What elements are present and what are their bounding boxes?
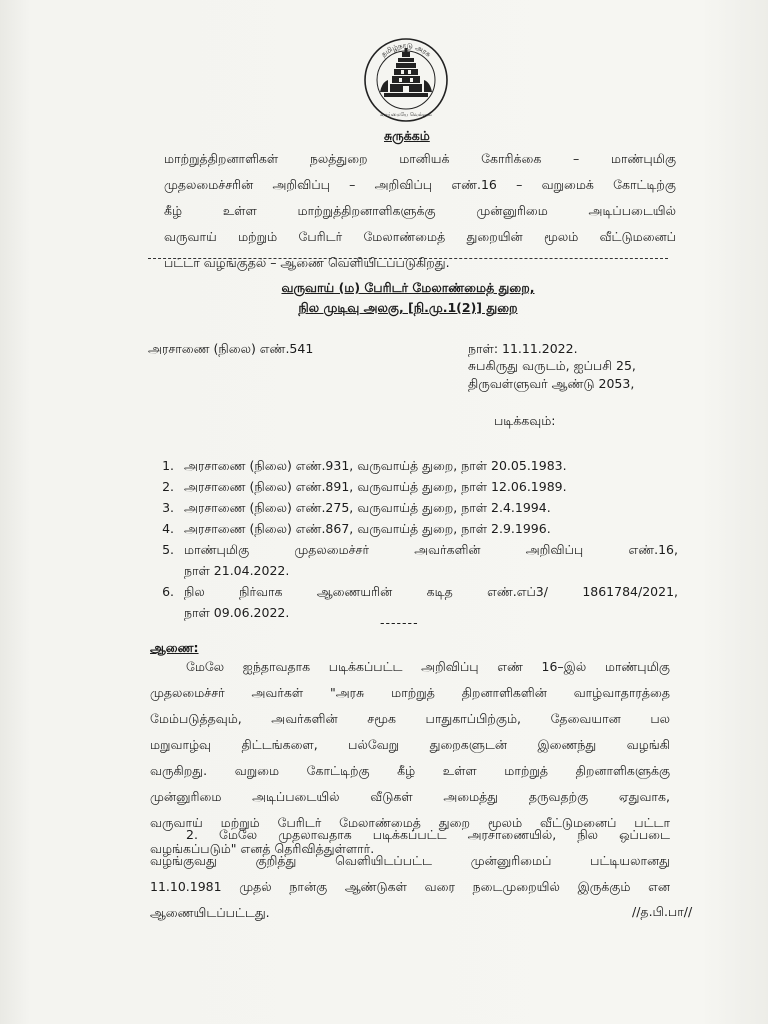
- reference-text: அரசாணை (நிலை) எண்.275, வருவாய்த் துறை, நாள் 2.4.1994.: [184, 500, 551, 515]
- word: முன்னுரிமைப்: [470, 853, 552, 868]
- separator: -------: [380, 615, 419, 630]
- word: உள்ள: [442, 763, 477, 778]
- word: பேரிடர்: [277, 815, 322, 830]
- paragraph-line: [150, 732, 670, 758]
- department-line-2: நில முடிவு அலகு, [நி.மு.1(2)] துறை: [298, 300, 518, 315]
- footer-mark: //த.பி.பா//: [632, 904, 693, 919]
- word: அமைத்து: [443, 789, 499, 804]
- svg-text:வாய்மையே வெல்லும்: வாய்மையே வெல்லும்: [380, 112, 432, 118]
- word: அவர்களின்: [414, 542, 481, 557]
- word: பல்வேறு: [348, 737, 400, 752]
- word: தருவதற்கு: [528, 789, 589, 804]
- summary-paragraph: [164, 146, 676, 276]
- reference-item: [178, 539, 678, 581]
- word: ஒப்படை: [619, 827, 670, 842]
- word: சமூக: [367, 711, 396, 726]
- svg-text:தமிழ்நாடு அரசு: தமிழ்நாடு அரசு: [379, 41, 433, 59]
- reference-text: அரசாணை (நிலை) எண்.891, வருவாய்த் துறை, நாள் 12.06.1989.: [184, 479, 567, 494]
- word: ஐந்தாவதாக: [242, 659, 311, 674]
- word: "அரசு: [330, 685, 365, 700]
- reference-date: நாள் 09.06.2022.: [184, 605, 290, 620]
- word: படிக்கப்பட்ட: [372, 827, 447, 842]
- word: மறுவாழ்வு: [150, 737, 212, 752]
- word: கோட்டிற்கு: [613, 177, 676, 192]
- word: மாற்றுத்திறனாளிகள்: [164, 151, 279, 166]
- word: இணைந்து: [537, 737, 597, 752]
- word: அறிவிப்பு: [421, 659, 479, 674]
- reference-text: அரசாணை (நிலை) எண்.867, வருவாய்த் துறை, நாள் 2.9.1996.: [184, 521, 551, 536]
- word: திறனாளிகளுக்கு: [575, 763, 670, 778]
- word: அரசாணையில்,: [467, 827, 557, 842]
- word: அடிப்படையில்: [252, 789, 340, 804]
- word: மாற்றுத்திறனாளிகளுக்கு: [297, 203, 436, 218]
- summary-heading: சுருக்கம்: [384, 128, 430, 143]
- word: பட்டியலானது: [590, 853, 670, 868]
- word: வீட்டுமனைப்: [540, 815, 617, 830]
- word: அறிவிப்பு: [525, 542, 584, 557]
- word: பட்டா: [634, 815, 670, 830]
- word: எண்: [497, 659, 523, 674]
- order-date: நாள்: 11.11.2022.: [468, 341, 578, 356]
- word: கீழ்: [164, 203, 183, 218]
- word: 5. மாண்புமிகு: [184, 542, 250, 557]
- word: மேலே: [218, 827, 258, 842]
- word: தேவையான: [550, 711, 621, 726]
- word: பேரிடர்: [298, 229, 343, 244]
- word: வறுமை: [234, 763, 280, 778]
- word: வீட்டுமனைப்: [599, 229, 676, 244]
- word: வருவாய்: [150, 815, 203, 830]
- paragraph-line: [164, 198, 676, 224]
- word: படிக்கப்பட்ட: [328, 659, 403, 674]
- word: ஏதுவாக,: [618, 789, 670, 804]
- word: மற்றும்: [238, 229, 278, 244]
- word: வருவாய்: [164, 229, 217, 244]
- paragraph-line: [150, 848, 670, 874]
- paragraph-line: [164, 146, 676, 172]
- word: 2.: [186, 827, 198, 842]
- word: பாதுகாப்பிற்கும்,: [425, 711, 521, 726]
- word: முன்னுரிமை: [150, 789, 222, 804]
- word: முதலமைச்சர்: [294, 542, 370, 557]
- paragraph-last-line: வழங்கப்படும்" எனத் தெரிவித்துள்ளார்.: [150, 841, 375, 856]
- word: ஆணையரின்: [316, 584, 393, 599]
- order-heading: ஆணை:: [150, 640, 199, 655]
- word: மாற்றுத்: [391, 685, 435, 700]
- department-line-1: வருவாய் (ம) பேரிடர் மேலாண்மைத் துறை,: [281, 280, 535, 295]
- word: நில: [577, 827, 599, 842]
- order-number: அரசாணை (நிலை) எண்.541: [148, 341, 314, 356]
- word: எண்.எப்3/: [487, 584, 548, 599]
- word: அறிவிப்பு: [272, 177, 330, 192]
- word: நலத்துறை: [309, 151, 368, 166]
- word: மேம்படுத்தவும்,: [150, 711, 242, 726]
- word: பல: [650, 711, 670, 726]
- word: அடிப்படையில்: [588, 203, 676, 218]
- word: வரை: [424, 879, 455, 894]
- word: முதலமைச்சரின்: [164, 177, 254, 192]
- word: வெளியிடப்பட்ட: [335, 853, 432, 868]
- word: மேலே: [186, 659, 225, 674]
- word: –: [572, 151, 580, 166]
- word: மற்றும்: [220, 815, 260, 830]
- word: என: [648, 879, 670, 894]
- paragraph-line: [150, 758, 670, 784]
- paragraph-last-line: பட்டா வழங்குதல் – ஆணை வெளியிடப்படுகிறது.: [164, 255, 450, 270]
- word: –: [349, 177, 356, 192]
- word: எண்.16: [451, 177, 497, 192]
- read-heading: படிக்கவும்:: [494, 413, 556, 428]
- word: –: [516, 177, 523, 192]
- reference-line: [184, 581, 678, 602]
- word: வழங்குவது: [150, 853, 217, 868]
- word: துறையின்: [466, 229, 523, 244]
- word: திறனாளிகளின்: [461, 685, 547, 700]
- word: வருகிறது.: [150, 763, 208, 778]
- word: கோரிக்கை: [481, 151, 542, 166]
- word: 16–இல்: [541, 659, 587, 674]
- word: அறிவிப்பு: [374, 177, 433, 192]
- tamil-date: சுபகிருது வருடம், ஐப்பசி 25,: [468, 358, 636, 373]
- word: மூலம்: [543, 229, 579, 244]
- reference-item: [178, 497, 678, 518]
- paragraph-line: [150, 874, 670, 900]
- word: வழங்கி: [626, 737, 670, 752]
- word: 1861784/2021,: [582, 584, 678, 599]
- word: முன்னுரிமை: [476, 203, 548, 218]
- order-paragraph-2: [150, 822, 670, 926]
- paragraph-line: [150, 654, 670, 680]
- word: நிர்வாக: [239, 584, 283, 599]
- paragraph-line: [150, 822, 670, 848]
- word: 11.10.1981: [150, 879, 222, 894]
- paragraph-line: [164, 172, 676, 198]
- word: முதலாவதாக: [278, 827, 352, 842]
- word: 6. நில: [184, 584, 205, 599]
- word: ஆண்டுகள்: [344, 879, 407, 894]
- word: நடைமுறையில்: [472, 879, 560, 894]
- word: திட்டங்களை,: [241, 737, 318, 752]
- reference-text: அரசாணை (நிலை) எண்.931, வருவாய்த் துறை, நாள் 20.05.1983.: [184, 458, 567, 473]
- reference-list: [150, 455, 678, 623]
- word: வாழ்வாதாரத்தை: [573, 685, 670, 700]
- word: கடித: [426, 584, 453, 599]
- word: கோட்டிற்கு: [306, 763, 370, 778]
- reference-date: நாள் 21.04.2022.: [184, 563, 290, 578]
- paragraph-line: [164, 224, 676, 250]
- reference-line: [184, 539, 678, 560]
- word: வறுமைக்: [541, 177, 594, 192]
- paragraph-line: [150, 706, 670, 732]
- word: மேலாண்மைத்: [339, 815, 421, 830]
- dashed-divider: [148, 258, 668, 259]
- word: கீழ்: [397, 763, 416, 778]
- reference-item: [178, 518, 678, 539]
- word: உள்ள: [222, 203, 257, 218]
- word: துறைகளுடன்: [429, 737, 507, 752]
- word: நான்கு: [289, 879, 328, 894]
- word: வீடுகள்: [370, 789, 413, 804]
- word: மூலம்: [487, 815, 523, 830]
- word: துறை: [438, 815, 470, 830]
- reference-item: [178, 455, 678, 476]
- word: மாண்புமிகு: [610, 151, 676, 166]
- word: குறித்து: [255, 853, 297, 868]
- paragraph-last-line: ஆணையிடப்பட்டது.: [150, 905, 270, 920]
- paragraph-line: [150, 784, 670, 810]
- tamil-nadu-emblem-icon: [362, 36, 450, 124]
- paragraph-line: [150, 680, 670, 706]
- word: முதலமைச்சர்: [150, 685, 225, 700]
- word: மாண்புமிகு: [604, 659, 670, 674]
- word: மானியக்: [399, 151, 450, 166]
- word: அவர்கள்: [251, 685, 304, 700]
- word: மாற்றுத்: [504, 763, 548, 778]
- word: மேலாண்மைத்: [363, 229, 446, 244]
- thiruvalluvar-year: திருவள்ளுவர் ஆண்டு 2053,: [468, 376, 635, 391]
- reference-item: [178, 476, 678, 497]
- word: அவர்களின்: [271, 711, 338, 726]
- reference-item: [178, 581, 678, 623]
- word: இருக்கும்: [577, 879, 631, 894]
- word: எண்.16,: [628, 542, 678, 557]
- word: முதல்: [239, 879, 272, 894]
